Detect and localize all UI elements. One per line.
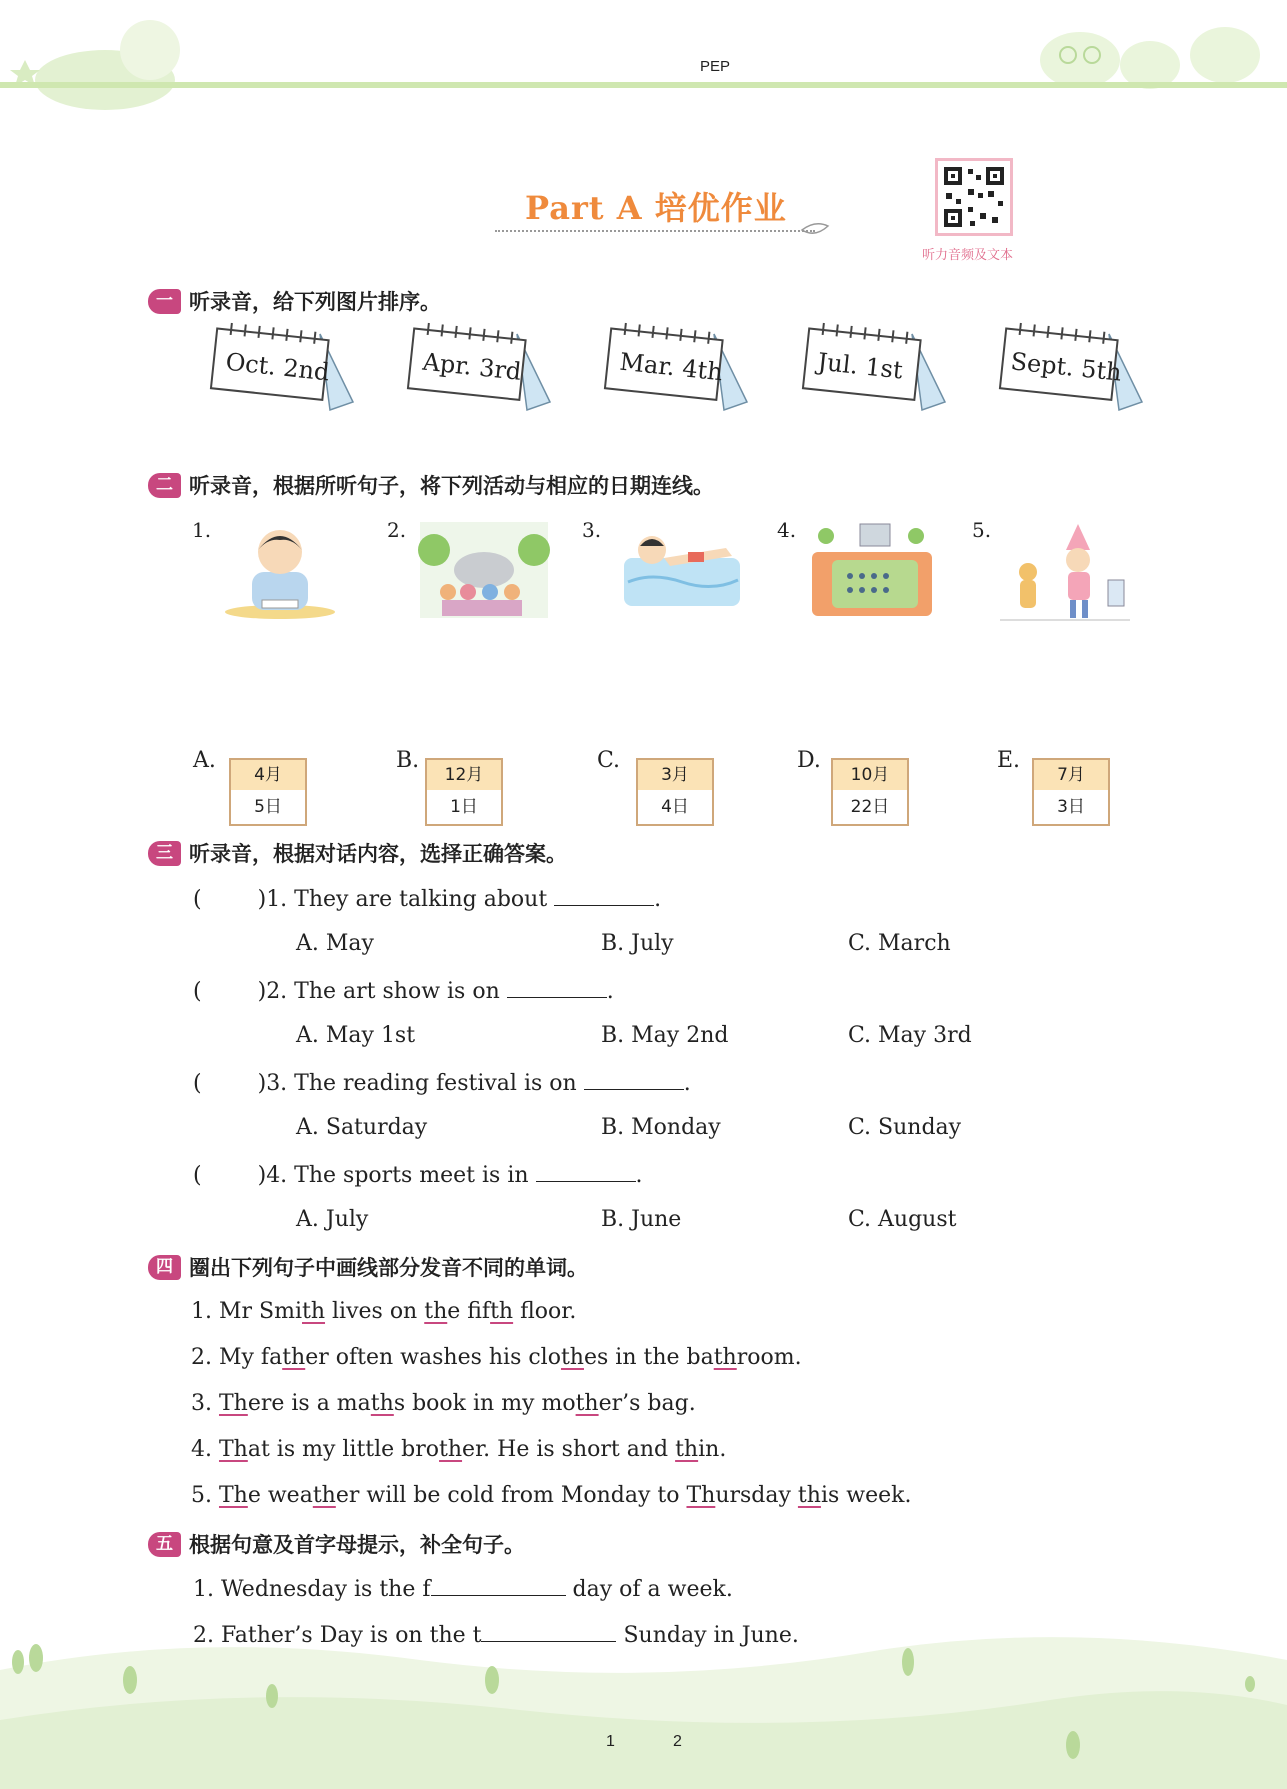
date-card [636,758,714,826]
underlined-part[interactable]: th [575,1391,599,1416]
option-letter: D. [797,748,821,773]
section-instruction: 圈出下列句子中画线部分发音不同的单词。 [189,1256,588,1280]
date-card-month: 12月 [427,760,501,790]
section-number: 三 [148,841,181,866]
underlined-part[interactable]: th [797,1483,821,1508]
section-4-heading [148,1252,588,1282]
option-c[interactable]: C. March [848,931,951,956]
option-letter: E. [997,748,1021,773]
sentence-text: 2. My fa [191,1345,283,1370]
answer-paren-close: ) [257,1163,267,1188]
answer-blank[interactable] [507,977,607,998]
sentence-text: s book in my mo [393,1391,576,1416]
option-letter: B. [396,748,420,773]
question-end: . [635,1163,643,1188]
section-instruction: 根据句意及首字母提示，补全句子。 [189,1533,525,1557]
pronunciation-sentence [191,1299,576,1324]
question-stem: 2. The art show is on [266,979,500,1004]
sentence-text: 1. Mr Smi [191,1299,302,1324]
date-card-day: 3日 [1057,797,1085,817]
answer-paren-close: ) [257,1071,267,1096]
date-card-month: 4月 [231,760,305,790]
page-title: Part A 培优作业 [525,189,787,227]
sentence-text: lives on [325,1299,425,1324]
title-underline [495,230,815,232]
calendar-date: Apr. 3rd [421,347,523,386]
header-band [0,82,1287,88]
section-5-heading [148,1529,525,1559]
date-card [425,758,503,826]
section-number: 四 [148,1255,181,1280]
sentence-text: day of a week. [572,1577,733,1602]
sentence-text: 2. Father’s Day is on the t [193,1623,482,1648]
picture-number: 4. [777,518,797,542]
underlined-part[interactable]: th [302,1299,326,1324]
sentence-text: 1. Wednesday is the f [193,1577,431,1602]
section-3-heading [148,838,567,868]
option-a[interactable]: A. May 1st [296,1023,416,1048]
calendar-date: Sept. 5th [1009,347,1123,387]
underlined-part[interactable]: th [439,1437,463,1462]
fill-sentence [193,1575,733,1602]
question-end: . [683,1071,691,1096]
underlined-part[interactable]: th [490,1299,514,1324]
underlined-part[interactable]: Th [218,1391,248,1416]
date-card [1032,758,1110,826]
fill-blank[interactable] [431,1575,566,1596]
sentence-text: 5. [191,1483,219,1508]
sentence-text: is week. [820,1483,912,1508]
option-letter: C. [597,748,621,773]
underlined-part[interactable]: Th [218,1437,248,1462]
picture-number: 3. [582,518,602,542]
underlined-part[interactable]: Th [686,1483,716,1508]
answer-paren-open: ( [193,1163,202,1188]
answer-blank[interactable] [554,885,654,906]
date-card-day: 22日 [850,797,890,817]
calendar-icon [602,322,752,412]
option-a[interactable]: A. July [296,1207,369,1232]
sentence-text: at is my little bro [247,1437,440,1462]
pronunciation-sentence [191,1391,696,1416]
sentence-text: 4. [191,1437,219,1462]
calendar-icon [997,322,1147,412]
page-number-left: 1 [606,1733,615,1750]
option-b[interactable]: B. June [601,1207,682,1232]
question-row [193,1161,643,1188]
section-number: 一 [148,289,181,314]
question-stem: 4. The sports meet is in [266,1163,529,1188]
underlined-part[interactable]: Th [218,1483,248,1508]
sports-meet-icon [810,520,935,620]
date-card-month: 7月 [1034,760,1108,790]
sentence-text: ere is a ma [247,1391,371,1416]
answer-paren-close: ) [257,979,267,1004]
children-trip-icon [418,520,550,620]
date-card-day: 4日 [661,797,689,817]
pronunciation-sentence [191,1437,726,1462]
answer-blank[interactable] [536,1161,636,1182]
section-number: 二 [148,473,181,498]
option-a[interactable]: A. May [296,931,374,956]
picture-number: 1. [192,518,212,542]
sentence-text: er. He is short and [462,1437,676,1462]
sentence-text: 3. [191,1391,219,1416]
header-decoration [0,0,1287,120]
question-row [193,977,614,1004]
section-instruction: 听录音，根据所听句子，将下列活动与相应的日期连线。 [189,474,714,498]
answer-blank[interactable] [584,1069,684,1090]
sentence-text: e wea [247,1483,313,1508]
picture-number: 5. [972,518,992,542]
section-1-heading [148,286,441,316]
sentence-text: es in the ba [583,1345,714,1370]
qr-code[interactable] [935,158,1013,236]
calendar-date: Mar. 4th [618,347,725,387]
answer-paren-close: ) [257,887,267,912]
calendar-date: Oct. 2nd [224,347,331,387]
sentence-text: room. [736,1345,802,1370]
sentence-text: e fif [447,1299,491,1324]
sentence-text: Sunday in June. [623,1623,799,1648]
underlined-part[interactable]: th [282,1345,306,1370]
question-end: . [606,979,614,1004]
page-number-right: 2 [673,1733,682,1750]
pronunciation-sentence [191,1345,802,1370]
option-c[interactable]: C. August [848,1207,957,1232]
date-card-day: 5日 [254,797,282,817]
leaf-icon [800,220,830,240]
sentence-text: in. [698,1437,727,1462]
calendar-icon [208,322,358,412]
footer-landscape [0,1610,1287,1789]
question-stem: 3. The reading festival is on [266,1071,577,1096]
boy-swimming-icon [622,522,742,612]
underlined-part[interactable]: th [675,1437,699,1462]
section-instruction: 听录音，给下列图片排序。 [189,290,441,314]
underlined-part[interactable]: th [424,1299,448,1324]
option-c[interactable]: C. May 3rd [848,1023,972,1048]
question-row [193,885,661,912]
option-b[interactable]: B. May 2nd [601,1023,729,1048]
calendar-date: Jul. 1st [816,347,905,385]
underlined-part[interactable]: th [560,1345,584,1370]
answer-paren-open: ( [193,979,202,1004]
calendar-icon [405,322,555,412]
question-row [193,1069,691,1096]
qr-code-icon [938,161,1010,233]
date-card-month: 3月 [638,760,712,790]
underlined-part[interactable]: th [312,1483,336,1508]
sentence-text: floor. [513,1299,577,1324]
birthday-party-icon [1000,520,1135,625]
option-b[interactable]: B. July [601,931,674,956]
header-label: PEP [700,58,731,75]
sentence-text: er will be cold from Monday to [335,1483,687,1508]
date-card-day: 1日 [450,797,478,817]
option-b[interactable]: B. Monday [601,1115,721,1140]
date-card [229,758,307,826]
answer-paren-open: ( [193,887,202,912]
section-2-heading [148,470,714,500]
sentence-text: er often washes his clo [305,1345,561,1370]
option-letter: A. [193,748,216,773]
option-a[interactable]: A. Saturday [296,1115,428,1140]
answer-paren-open: ( [193,1071,202,1096]
date-card-month: 10月 [833,760,907,790]
calendar-icon [800,322,950,412]
question-end: . [654,887,662,912]
sentence-text: er’s bag. [598,1391,696,1416]
underlined-part[interactable]: th [370,1391,394,1416]
pronunciation-sentence [191,1483,911,1508]
option-c[interactable]: C. Sunday [848,1115,962,1140]
qr-caption: 听力音频及文本 [922,248,1014,263]
date-card [831,758,909,826]
student-writing-icon [222,520,337,620]
picture-number: 2. [387,518,407,542]
section-instruction: 听录音，根据对话内容，选择正确答案。 [189,842,567,866]
underlined-part[interactable]: th [713,1345,737,1370]
sentence-text: ursday [715,1483,798,1508]
section-number: 五 [148,1532,181,1557]
question-stem: 1. They are talking about [266,887,548,912]
